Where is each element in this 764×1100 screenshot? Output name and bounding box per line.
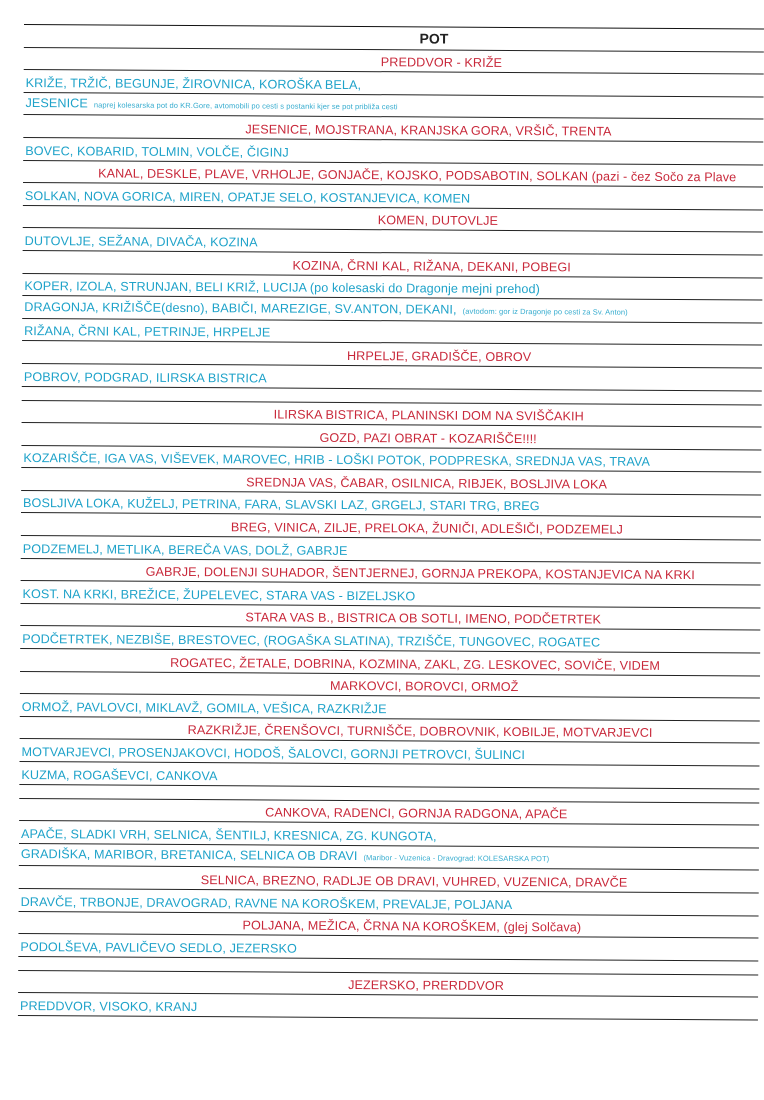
route-segment-stops: PODOLŠEVA, PAVLIČEVO SEDLO, JEZERSKO — [20, 939, 297, 956]
route-segment-start: BREG, VINICA, ZILJE, PRELOKA, ŽUNIČI, ADLEŠIČI, PODZEMELJ — [230, 520, 623, 537]
route-segment-start: ILIRSKA BISTRICA, PLANINSKI DOM NA SVIŠČAKIH — [273, 407, 584, 424]
route-segment-start: JEZERSKO, PRERDDVOR — [348, 978, 505, 994]
route-segment-stops: KOST. NA KRKI, BREŽICE, ŽUPELEVEC, STARA VAS - BIZELJSKO — [22, 586, 416, 604]
route-segment-stops: RIŽANA, ČRNI KAL, PETRINJE, HRPELJE — [24, 324, 271, 340]
route-segment-start: SREDNJA VAS, ČABAR, OSILNICA, RIBJEK, BOSLJIVA LOKA — [246, 475, 608, 492]
route-segment-stops: SOLKAN, NOVA GORICA, MIREN, OPATJE SELO, KOSTANJEVICA, KOMEN — [24, 188, 471, 206]
route-segment-stops: PODZEMELJ, METLIKA, BEREČA VAS, DOLŽ, GABRJE — [22, 541, 348, 558]
route-segment-start: JESENICE, MOJSTRANA, KRANJSKA GORA, VRŠIČ, TRENTA — [245, 122, 612, 139]
route-segment-start: KOMEN, DUTOVLJE — [377, 213, 499, 229]
route-segment-start: KOZINA, ČRNI KAL, RIŽANA, DEKANI, POBEGI — [292, 258, 571, 274]
route-segment-stops: PODČETRTEK, NEZBIŠE, BRESTOVEC, (ROGAŠKA SLATINA), TRZIŠČE, TUNGOVEC, ROGATEC — [22, 632, 601, 650]
route-segment-stops: ORMOŽ, PAVLOVCI, MIKLAVŽ, GOMILA, VEŠICA, RAZKRIŽJE — [21, 699, 387, 717]
route-segment-start: CANKOVA, RADENCI, GORNJA RADGONA, APAČE — [265, 805, 568, 822]
route-segment-stops: JESENICE naprej kolesarska pot do KR.Gore, avtomobili po cesti s postanki kjer se pot približa cesti — [25, 96, 398, 112]
route-segment-stops: BOSLJIVA LOKA, KUŽELJ, PETRINA, FARA, SLAVSKI LAZ, GRGELJ, STARI TRG, BREG — [23, 496, 540, 514]
route-segment-stops: POBROV, PODGRAD, ILIRSKA BISTRICA — [23, 369, 267, 385]
route-segment-start: GOZD, PAZI OBRAT - KOZARIŠČE!!!! — [319, 430, 537, 446]
route-segment-stops: DRAVČE, TRBONJE, DRAVOGRAD, RAVNE NA KOROŠKEM, PREVALJE, POLJANA — [20, 894, 513, 912]
route-segment-start: RAZKRIŽJE, ČRENŠOVCI, TURNIŠČE, DOBROVNIK, KOBILJE, MOTVARJEVCI — [187, 723, 653, 741]
route-segment-start: ROGATEC, ŽETALE, DOBRINA, KOZMINA, ZAKL, ZG. LESKOVEC, SOVIČE, VIDEM — [170, 655, 661, 673]
route-segment-stops: KRIŽE, TRŽIČ, BEGUNJE, ŽIROVNICA, KOROŠKA BELA, — [25, 75, 362, 92]
route-segment-stops: KOPER, IZOLA, STRUNJAN, BELI KRIŽ, LUCIJA (po kolesaski do Dragonje mejni prehod) — [24, 279, 540, 297]
route-segment-stops: KOZARIŠČE, IGA VAS, VIŠEVEK, MAROVEC, HRIB - LOŠKI POTOK, PODPRESKA, SREDNJA VAS, TRAVA — [23, 451, 651, 470]
route-table — [18, 24, 764, 1020]
route-row — [18, 993, 758, 1020]
route-segment-start: MARKOVCI, BOROVCI, ORMOŽ — [329, 679, 519, 695]
route-note: (avtodom: gor iz Dragonje po cesti za Sv. Anton) — [462, 306, 628, 317]
route-segment-start: STARA VAS B., BISTRICA OB SOTLI, IMENO, PODČETRTEK — [245, 610, 602, 627]
route-segment-stops: APAČE, SLADKI VRH, SELNICA, ŠENTILJ, KRESNICA, ZG. KUNGOTA, — [21, 826, 437, 844]
route-segment-start: HRPELJE, GRADIŠČE, OBROV — [346, 348, 532, 365]
route-segment-stops: DRAGONJA, KRIŽIŠČE(desno), BABIČI, MAREZIGE, SV.ANTON, DEKANI, (avtodom: gor iz Dragonje po cesti za Sv. Anton) — [24, 299, 628, 317]
route-segment-stops: MOTVARJEVCI, PROSENJAKOVCI, HODOŠ, ŠALOVCI, GORNJI PETROVCI, ŠULINCI — [21, 744, 525, 763]
route-segment-start: GABRJE, DOLENJI SUHADOR, ŠENTJERNEJ, GORNJA PREKOPA, KOSTANJEVICA NA KRKI — [145, 565, 695, 583]
route-note: naprej kolesarska pot do KR.Gore, avtomobili po cesti s postanki kjer se pot približa cesti — [93, 100, 398, 112]
route-segment-stops: KUZMA, ROGAŠEVCI, CANKOVA — [21, 767, 218, 783]
route-segment-stops: GRADIŠKA, MARIBOR, BRETANICA, SELNICA OB DRAVI (Maribor - Vuzenica - Dravograd: KOLESARSKA POT) — [20, 847, 550, 864]
route-segment-start: POLJANA, MEŽICA, ČRNA NA KOROŠKEM, (glej Solčava) — [242, 918, 582, 935]
route-note: (Maribor - Vuzenica - Dravograd: KOLESARSKA POT) — [363, 853, 550, 864]
route-segment-stops: PREDDVOR, VISOKO, KRANJ — [19, 998, 198, 1015]
table-header: POT — [24, 25, 764, 52]
route-segment-start: SELNICA, BREZNO, RADLJE OB DRAVI, VUHRED, VUZENICA, DRAVČE — [200, 873, 628, 890]
route-segment-stops: BOVEC, KOBARID, TOLMIN, VOLČE, ČIGINJ — [25, 143, 289, 160]
route-segment-start: KANAL, DESKLE, PLAVE, VRHOLJE, GONJAČE, KOJSKO, PODSABOTIN, SOLKAN (pazi - čez Sočo za Plave — [98, 166, 737, 185]
route-segment-stops: DUTOVLJE, SEŽANA, DIVAČA, KOZINA — [24, 233, 258, 250]
route-rows — [18, 48, 764, 1021]
route-segment-start: PREDDVOR - KRIŽE — [380, 55, 503, 71]
